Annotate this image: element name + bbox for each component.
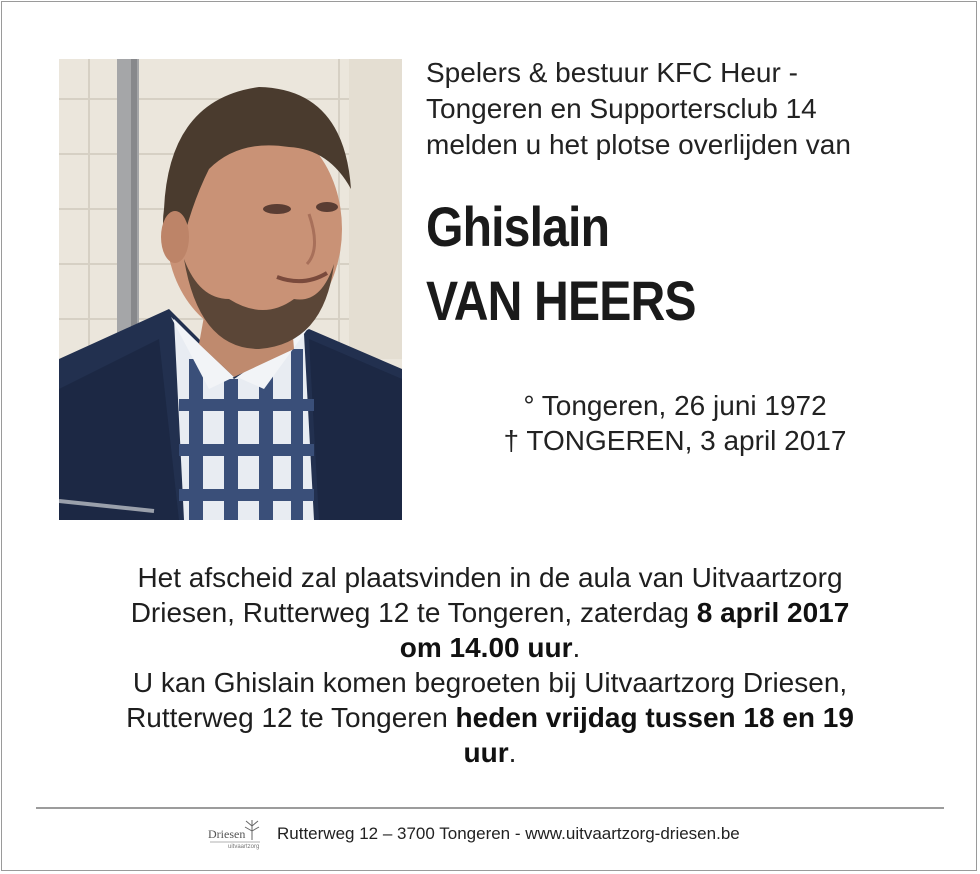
visitation-time-end: uur — [463, 737, 509, 768]
details-line-1: Het afscheid zal plaatsvinden in de aula van Uitvaartzorg — [137, 562, 843, 593]
details-line-6 — [40, 735, 940, 770]
life-dates — [460, 388, 890, 458]
logo-wordmark: Driesen — [208, 827, 246, 841]
portrait-photo — [59, 59, 402, 520]
intro-line-3: melden u het plotse overlijden van — [426, 129, 851, 160]
footer-address: Rutterweg 12 – 3700 Tongeren - www.uitvaartzorg-driesen.be — [277, 824, 740, 843]
details-line-5-text: Rutterweg 12 te Tongeren — [126, 702, 456, 733]
logo-subtext: uitvaartzorg — [228, 844, 260, 850]
details-line-2 — [40, 595, 940, 630]
intro-line-1: Spelers & bestuur KFC Heur - — [426, 57, 798, 88]
driesen-logo — [206, 816, 262, 852]
details-line-5 — [40, 700, 940, 735]
announcement-intro — [426, 55, 946, 163]
funeral-time: om 14.00 uur — [399, 632, 573, 663]
details-line-3 — [40, 630, 940, 665]
deceased-name — [426, 190, 696, 338]
intro-line-2: Tongeren en Supportersclub 14 — [426, 93, 817, 124]
last-name: VAN HEERS — [426, 269, 696, 332]
birth-date: ° Tongeren, 26 juni 1972 — [523, 390, 827, 421]
details-line-2-text: Driesen, Rutterweg 12 te Tongeren, zaterdag — [130, 597, 697, 628]
funeral-date: 8 april 2017 — [696, 597, 850, 628]
details-line-6-text: . — [508, 737, 517, 768]
first-name: Ghislain — [426, 195, 610, 258]
details-line-3-text: . — [572, 632, 581, 663]
tree-icon — [245, 820, 259, 840]
funeral-details — [40, 560, 940, 770]
visitation-time: heden vrijdag tussen 18 en 19 — [455, 702, 854, 733]
footer-divider — [36, 807, 944, 809]
details-line-4: U kan Ghislain komen begroeten bij Uitvaartzorg Driesen, — [132, 667, 848, 698]
death-date: † TONGEREN, 3 april 2017 — [503, 425, 847, 456]
